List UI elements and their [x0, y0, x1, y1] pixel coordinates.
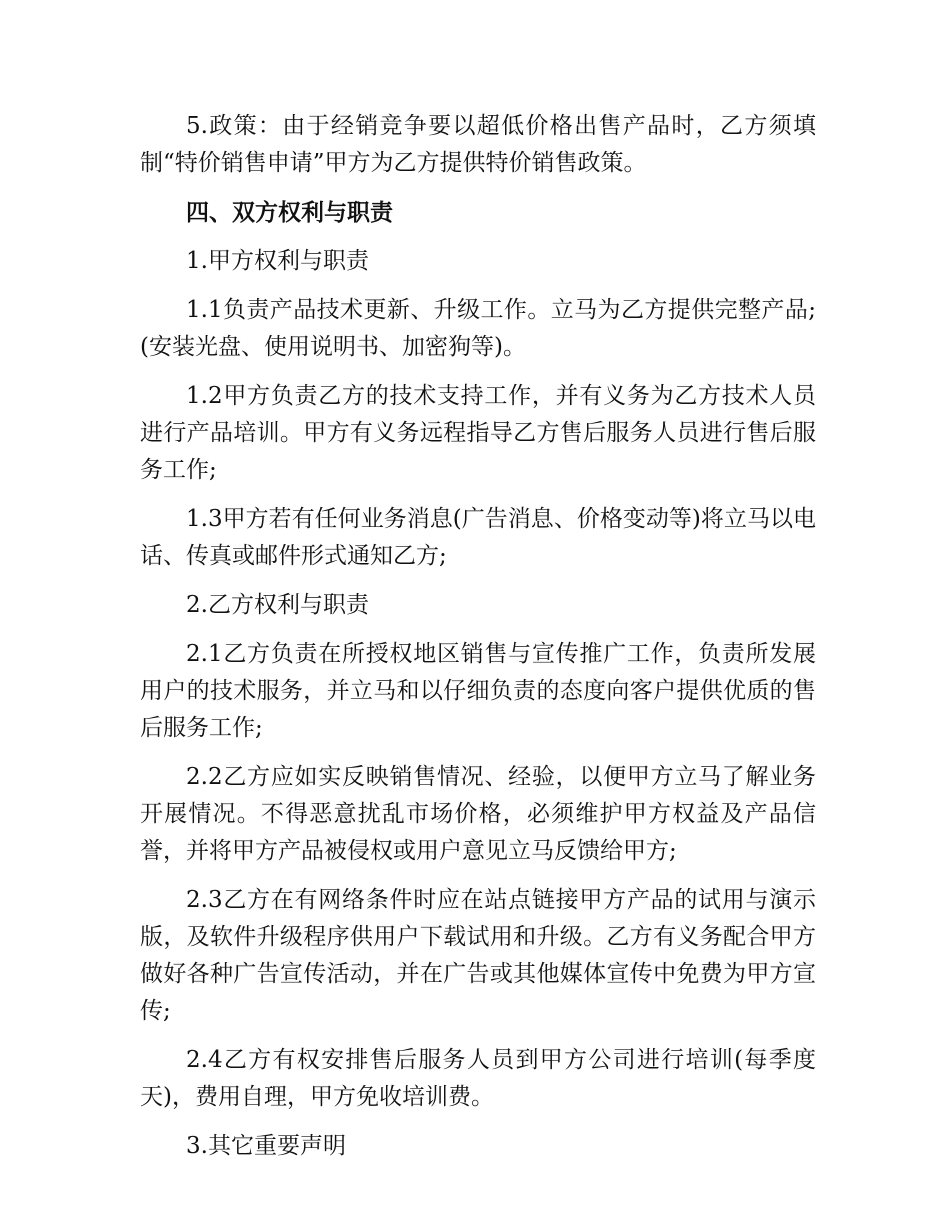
- paragraph-1-1: 1.1负责产品技术更新、升级工作。立马为乙方提供完整产品;(安装光盘、使用说明书、加密狗等)。: [140, 297, 816, 360]
- paragraph-2-2: 2.2乙方应如实反映销售情况、经验，以便甲方立马了解业务开展情况。不得恶意扰乱市场价格，必须维护甲方权益及产品信誉，并将甲方产品被侵权或用户意见立马反馈给甲方;: [140, 764, 816, 864]
- subheading-party-a: 1.甲方权利与职责: [186, 248, 369, 274]
- subheading-other-statements: 3.其它重要声明: [186, 1133, 346, 1159]
- section-heading-rights: 四、双方权利与职责: [186, 199, 393, 226]
- paragraph-2-4: 2.4乙方有权安排售后服务人员到甲方公司进行培训(每季度天)，费用自理，甲方免收培训费。: [140, 1047, 816, 1110]
- document-body: [140, 108, 816, 1177]
- subheading-party-b: 2.乙方权利与职责: [186, 592, 369, 618]
- paragraph-2-1: 2.1乙方负责在所授权地区销售与宣传推广工作，负责所发展用户的技术服务，并立马和以仔细负责的态度向客户提供优质的售后服务工作;: [140, 641, 816, 741]
- paragraph-1-3: 1.3甲方若有任何业务消息(广告消息、价格变动等)将立马以电话、传真或邮件形式通知乙方;: [140, 506, 816, 569]
- paragraph-policy: 5.政策：由于经销竞争要以超低价格出售产品时，乙方须填制“特价销售申请”甲方为乙方提供特价销售政策。: [140, 113, 816, 176]
- paragraph-1-2: 1.2甲方负责乙方的技术支持工作，并有义务为乙方技术人员进行产品培训。甲方有义务远程指导乙方售后服务人员进行售后服务工作;: [140, 383, 816, 483]
- paragraph-2-3: 2.3乙方在有网络条件时应在站点链接甲方产品的试用与演示版，及软件升级程序供用户下载试用和升级。乙方有义务配合甲方做好各种广告宣传活动，并在广告或其他媒体宣传中免费为甲方宣传;: [140, 887, 816, 1024]
